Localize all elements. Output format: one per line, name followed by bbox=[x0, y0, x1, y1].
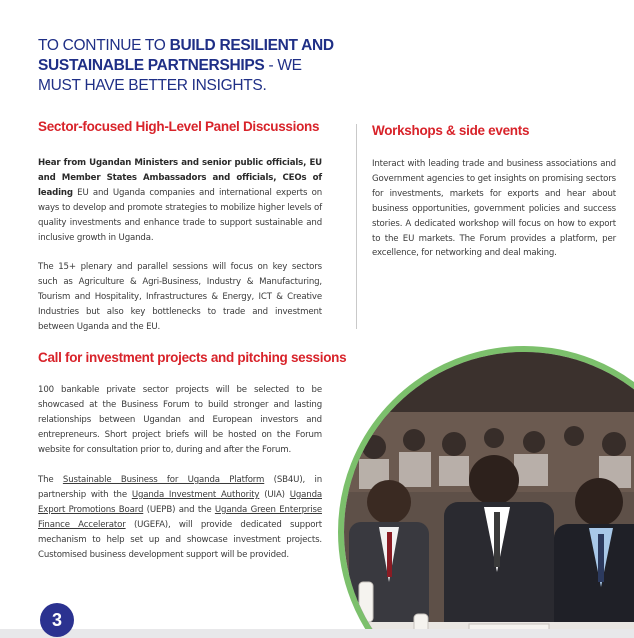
ugefa-link[interactable]: Uganda Green Enterprise Finance Accelerator bbox=[38, 504, 322, 530]
workshops-paragraph: Interact with leading trade and business associations and Government agencies to get insights on promising sectors for investments, markets for exports and hear about business opportunities, government policies and success stories. A dedicated workshop will focus on how to export to the EU markets. The Forum provides a platform, per excellence, for networking and deal making. bbox=[372, 159, 616, 259]
headline-bold: BUILD RESILIENT AND SUSTAINABLE PARTNERSHIPS bbox=[38, 37, 334, 74]
workshops-heading: Workshops & side events bbox=[372, 123, 530, 138]
sb4u-link[interactable]: Sustainable Business for Uganda Platform bbox=[62, 475, 265, 485]
call-for-projects-heading: Call for investment projects and pitching sessions bbox=[38, 350, 347, 365]
call-for-projects-paragraph-2 bbox=[38, 473, 322, 562]
headline-pre: TO CONTINUE TO bbox=[38, 37, 170, 54]
uia-link[interactable]: Uganda Investment Authority bbox=[131, 489, 260, 500]
panel-discussions-paragraph-1 bbox=[38, 156, 322, 245]
call-p2-text-d: (UEPB) and the bbox=[143, 504, 215, 515]
panel-discussions-paragraph-2: The 15+ plenary and parallel sessions will focus on key sectors such as Agriculture & Agri-Business, Industry & Manufacturing, Tourism and Hospitality, Infrastructures & Energy, ICT & Creative Industries but also key bottlenecks to trade and investment between Uganda and the EU. bbox=[38, 262, 322, 332]
panel-p1-bold: Hear from Ugandan Ministers and senior public officials, EU and Member States Ambassadors and officials, CEOs of leading bbox=[38, 158, 322, 198]
conference-photo bbox=[338, 346, 634, 638]
column-divider bbox=[356, 124, 357, 329]
footer-bar bbox=[0, 629, 634, 638]
page-headline bbox=[38, 36, 338, 96]
call-p2-text-e: (UGEFA), will provide dedicated support mechanism to help set up and showcase investment projects. Customised business development support will be provided. bbox=[38, 519, 323, 560]
call-p2-text-a: The bbox=[38, 475, 63, 485]
page-number-badge: 3 bbox=[40, 603, 74, 637]
call-p2-text-b: (SB4U), in partnership with the bbox=[38, 475, 322, 500]
uepb-link[interactable]: Uganda Export Promotions Board bbox=[38, 489, 322, 515]
headline-post: - WE MUST HAVE BETTER INSIGHTS. bbox=[38, 57, 302, 94]
panel-discussions-heading: Sector-focused High-Level Panel Discussions bbox=[38, 119, 320, 134]
call-for-projects-paragraph-1: 100 bankable private sector projects will be selected to be showcased at the Business Forum to build stronger and lasting relationships between Ugandan and European investors and entrepreneurs. Short project briefs will be hosted on the Forum website for consultation prior to, during and after the Forum. bbox=[38, 385, 322, 455]
call-p2-text-c: (UIA) bbox=[259, 489, 290, 500]
panel-p1-rest: EU and Uganda companies and international experts on ways to develop and promote strategies to mobilize higher levels of quality investments and enhance trade to support sustainable and inclusive growth in Uganda. bbox=[38, 187, 322, 243]
